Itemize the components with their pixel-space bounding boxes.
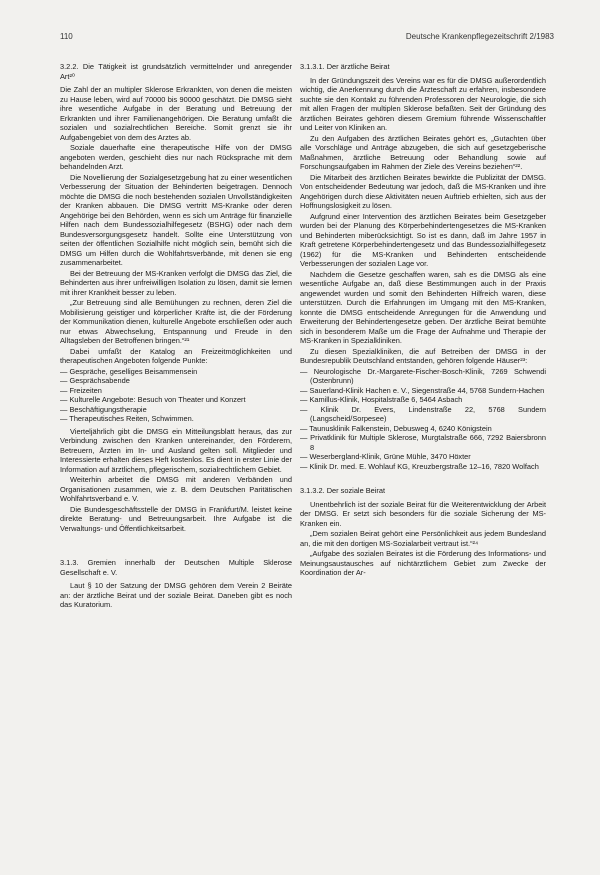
paragraph: Vierteljährlich gibt die DMSG ein Mitteilungsblatt heraus, das zur Verbindung zwischen den Kranken untereinander, den Förderern, Betreuern, Ärzten im In- und Ausland gelten soll. Mitglieder und Interessierte erhalten dieses Heft kostenlos. Es dient in erster Linie der Information auf ärztlichem, pflegerischem, sozialrechtlichem Gebiet.: [60, 426, 292, 474]
list-item: — Kulturelle Angebote: Besuch von Theater und Konzert: [60, 395, 246, 404]
right-column: [300, 60, 546, 860]
quote-paragraph: „Aufgabe des sozialen Beirates ist die Förderung des Informations- und Meinungsaustausches auf nichtärztlichem Gebiet zum Zwecke der Koordination der Ar-: [300, 549, 546, 577]
activity-list: [60, 367, 292, 424]
list-item: — Privatklinik für Multiple Sklerose, Murgtalstraße 666, 7292 Baiersbronn 8: [300, 433, 546, 452]
paragraph: Die Novellierung der Sozialgesetzgebung hat zu einer wesentlichen Verbesserung der Situation der Behinderten beigetragen. Dennoch möchte die DMSG die noch bestehenden sozialen Unvollständigkeiten der Kranken abbauen. Die DMSG vertritt MS-Kranke oder deren Angehörige bei den Behörden, wenn es sich um Anträge für finanzielle Hilfen nach dem Bundessozialhilfegesetz (BSHG) oder nach dem Bundesversorgungsgesetz handelt. Sollte eine Unterstützung von seiten der öffentlichen Sozialhilfe nicht möglich sein, bemüht sich die DMSG um Hilfen durch die Wohlfahrtsverbände, mit denen sie eng zusammenarbeitet.: [60, 172, 292, 267]
list-item: — Weserbergland-Klinik, Grüne Mühle, 3470 Höxter: [300, 452, 471, 461]
section-heading-3-1-3: 3.1.3. Gremien innerhalb der Deutschen Multiple Sklerose Gesellschaft e. V.: [60, 558, 292, 577]
section-heading-3-1-3-2: 3.1.3.2. Der soziale Beirat: [300, 486, 386, 495]
running-head: Deutsche Krankenpflegezeitschrift 2/1983: [405, 32, 554, 41]
list-item: — Kamillus-Klinik, Hospitalstraße 6, 5464 Asbach: [300, 395, 463, 404]
quote-paragraph: „Zur Betreuung sind alle Bemühungen zu rechnen, deren Ziel die Mobilisierung geistiger und körperlicher Kräfte ist, die der Förderung der Kommunikation dienen, kulturelle Angebote erschließen oder auch nur etwas Abwechselung, Entspannung und Freude in den Alltagsleben der Betroffenen bringen.“²¹: [60, 298, 292, 345]
left-column: [60, 60, 292, 860]
list-item: — Sauerland-Klinik Hachen e. V., Siegenstraße 44, 5768 Sundern-Hachen: [300, 385, 545, 395]
quote-paragraph: „Dem sozialen Beirat gehört eine Persönlichkeit aus jedem Bundesland an, die mit den dortigen MS-Sozialarbeit vertraut ist.“²⁴: [300, 529, 546, 548]
paragraph: Laut § 10 der Satzung der DMSG gehören dem Verein 2 Beiräte an: der ärztliche Beirat und der soziale Beirat. Daneben gibt es noch das Kuratorium.: [60, 581, 292, 609]
page-header: [60, 32, 554, 46]
list-item: — Gespräche, geselliges Beisammensein: [60, 366, 198, 376]
list-item: — Taunusklinik Falkenstein, Debusweg 4, 6240 Königstein: [300, 423, 492, 433]
paragraph: Zu den Aufgaben des ärztlichen Beirates gehört es, „Gutachten über alle Vorschläge und Anträge abzugeben, die sich auf gesetzgeberische Maßnahmen, ärztliche Betreuung oder Behandlung sowie auf Forschungsaufgaben im Rahmen der Ziele des Vereins beziehen“²².: [300, 133, 546, 171]
paragraph: Aufgrund einer Intervention des ärztlichen Beirates beim Gesetzgeber wurden bei der Planung des Körperbehindertengesetzes die MS-Kranken und Behinderten miberücksichtigt. So ist es dann, daß im Jahre 1957 in Kraft getretene Körperbehindertengesetz und das Bundessozialhilfegesetz (1962) für die MS-Kranken und Behinderten entscheidende Verbesserungen der sozialen Lage vor.: [300, 211, 546, 268]
paragraph: Soziale dauerhafte eine therapeutische Hilfe von der DMSG angeboten werden, geschieht dies nur nach Rücksprache mit dem behandelnden Arzt.: [60, 143, 292, 171]
paragraph: Nachdem die Gesetze geschaffen waren, sah es die DMSG als eine wesentliche Aufgabe an, daß diese Bestimmungen auch in der Praxis angewendet wurden und somit den Behinderten Hilfreich waren, diese unterstützen. Durch die Erfahrungen im Umgang mit den MS-Kranken, konnte die DMSG entscheidende Anregungen für die Anwendung und Erweiterung der Behindertengesetze geben. Der ärztliche Beirat bemühte sich in besonderem Maße um die Frage der Aufnahme und Therapie der MS-Kranken in Spezialkliniken.: [300, 269, 546, 345]
paragraph: Zu diesen Spezialkliniken, die auf Betreiben der DMSG in der Bundesrepublik Deutschland entstanden, gehören folgende Häuser²³:: [300, 346, 546, 365]
section-heading-3-2-2: 3.2.2. Die Tätigkeit ist grundsätzlich vermittelnder und anregender Art²⁰: [60, 62, 292, 81]
list-item: — Klinik Dr. Evers, Lindenstraße 22, 5768 Sundern (Langscheid/Sorpesee): [300, 404, 546, 423]
page-number: 110: [60, 32, 73, 41]
clinic-list: [300, 367, 546, 472]
paragraph: Unentbehrlich ist der soziale Beirat für die Weiterentwicklung der Arbeit der DMSG. Er setzt sich besonders für die soziale Sicherung der MS-Kranken ein.: [300, 499, 546, 528]
section-heading-3-1-3-1: 3.1.3.1. Der ärztliche Beirat: [300, 62, 390, 71]
paragraph: Die Bundesgeschäftsstelle der DMSG in Frankfurt/M. leistet keine direkte Beratung- und Betreuungsarbeit. Ihre Aufgabe ist die Verwaltungs- und Öffentlichkeitsarbeit.: [60, 504, 292, 533]
paragraph: Bei der Betreuung der MS-Kranken verfolgt die DMSG das Ziel, die Behinderten aus ihrer unfreiwilligen Isolation zu lösen, damit sie lernen mit ihrer Krankheit besser zu leben.: [60, 268, 292, 297]
list-item: — Therapeutisches Reiten, Schwimmen.: [60, 414, 194, 423]
paragraph: Die Zahl der an multipler Sklerose Erkrankten, von denen die meisten zu Hause leben, wird auf 70000 bis 90000 geschätzt. Die DMSG sieht ihre wesentliche Aufgabe in der Beratung und Betreuung der Erkrankten und ihrer Familienangehörigen. Die Beratung umfaßt die sozialen und sozialrechtlichen Bereiche. Somit grenzt sie ihr Aufgabengebiet von dem des Arztes ab.: [60, 85, 292, 142]
list-item: — Klinik Dr. med. E. Wohlauf KG, Kreuzbergstraße 12–16, 7820 Wolfach: [300, 461, 539, 471]
paragraph: In der Gründungszeit des Vereins war es für die DMSG außerordentlich wichtig, die Anerkennung durch die Ärzteschaft zu erfahren, insbesondere suchte sie den Kontakt zu führenden Professoren der Neurologie, die sich mit allen Fragen der multiplen Sklerose befaßten. Seit der Gründung des ärztlichen Beirates gehören diesem Gremium führende Wissenschaftler und Leiter von Kliniken an.: [300, 75, 546, 132]
list-item: — Freizeiten: [60, 385, 102, 395]
list-item: — Gesprächsabende: [60, 376, 130, 385]
list-item: — Neurologische Dr.-Margarete-Fischer-Bosch-Klinik, 7269 Schwendi (Ostenbrunn): [300, 366, 546, 385]
paragraph: Die Mitarbeit des ärztlichen Beirates bewirkte die Publizität der DMSG. Von entscheidender Bedeutung war jedoch, daß die MS-Kranken und ihre Angehörigen durch diese Aktivitäten neuen Auftrieb erhielten, sich aus der Hoffnungslosigkeit zu lösen.: [300, 172, 546, 210]
paragraph: Weiterhin arbeitet die DMSG mit anderen Verbänden und Organisationen zusammen, wie z. B. dem Deutschen Paritätischen Wohlfahrtsverband e. V.: [60, 475, 292, 503]
list-item: — Beschäftigungstherapie: [60, 404, 147, 414]
paragraph: Dabei umfaßt der Katalog an Freizeitmöglichkeiten und therapeutischen Angeboten folgende Punkte:: [60, 346, 292, 365]
